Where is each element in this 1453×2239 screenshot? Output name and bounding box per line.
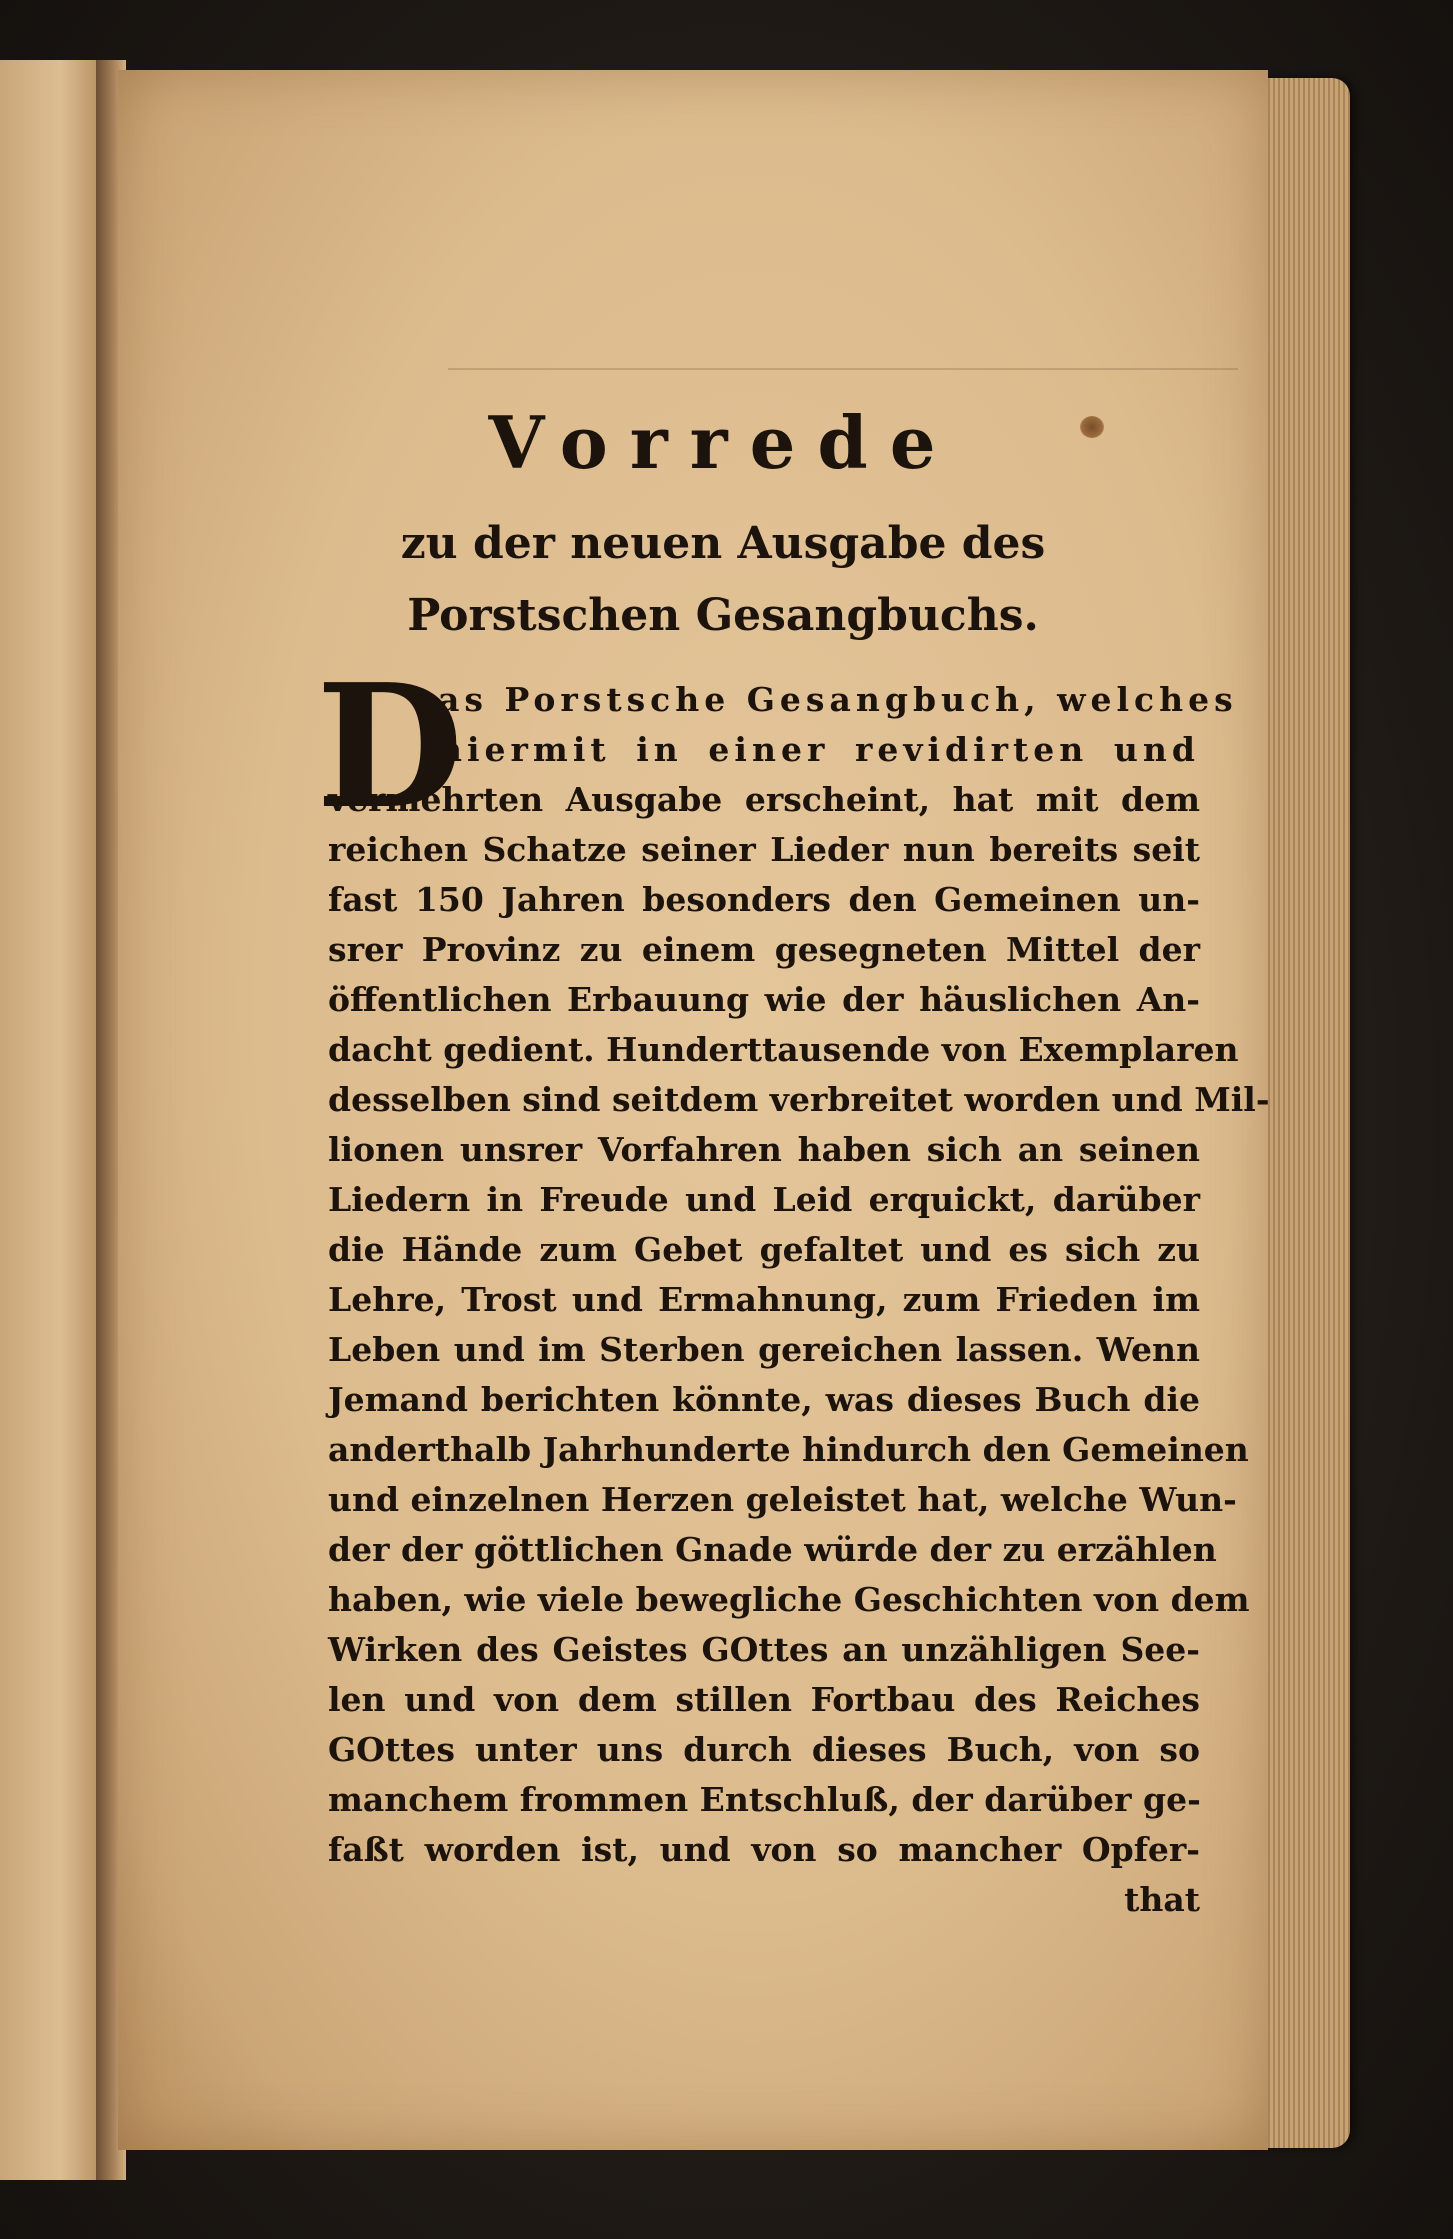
body-line: GOttes unter uns durch dieses Buch, von so — [328, 1730, 1200, 1769]
body-line: der der göttlichen Gnade würde der zu erzählen — [328, 1530, 1217, 1569]
body-line: die Hände zum Gebet gefaltet und es sich zu — [328, 1230, 1200, 1269]
body-line: as Porstsche Gesangbuch, welches — [438, 680, 1238, 719]
body-line: len und von dem stillen Fortbau des Reiches — [328, 1680, 1200, 1719]
body-line: Liedern in Freude und Leid erquickt, darüber — [328, 1180, 1200, 1219]
left-page-edge — [0, 60, 102, 2180]
book-page — [118, 70, 1268, 2150]
body-line: lionen unsrer Vorfahren haben sich an seinen — [328, 1130, 1200, 1169]
body-line: fast 150 Jahren besonders den Gemeinen un- — [328, 880, 1200, 919]
body-line: reichen Schatze seiner Lieder nun bereits seit — [328, 830, 1200, 869]
page-content — [118, 70, 1268, 2150]
body-line: und einzelnen Herzen geleistet hat, welche Wun- — [328, 1480, 1237, 1519]
body-line: haben, wie viele bewegliche Geschichten von dem — [328, 1580, 1250, 1619]
body-line: vermehrten Ausgabe erscheint, hat mit dem — [328, 780, 1200, 819]
body-line: Lehre, Trost und Ermahnung, zum Frieden im — [328, 1280, 1200, 1319]
body-line: Jemand berichten könnte, was dieses Buch die — [328, 1380, 1200, 1419]
catchword: that — [1124, 1880, 1200, 1919]
body-line: hiermit in einer revidirten und — [438, 730, 1200, 769]
body-line: srer Provinz zu einem gesegneten Mittel der — [328, 930, 1200, 969]
subtitle-line-1: zu der neuen Ausgabe des — [400, 518, 1046, 569]
subtitle-line-2: Porstschen Gesangbuchs. — [407, 590, 1039, 641]
body-line: Leben und im Sterben gereichen lassen. Wenn — [328, 1330, 1200, 1369]
page-title: Vorrede — [488, 400, 958, 485]
body-line: anderthalb Jahrhunderte hindurch den Gemeinen — [328, 1430, 1249, 1469]
body-line: manchem frommen Entschluß, der darüber ge- — [328, 1780, 1201, 1819]
body-line: dacht gedient. Hunderttausende von Exemplaren — [328, 1030, 1239, 1069]
body-line: desselben sind seitdem verbreitet worden und Mil- — [328, 1080, 1270, 1119]
body-line: öffentlichen Erbauung wie der häuslichen An- — [328, 980, 1200, 1019]
drop-cap: D — [316, 647, 464, 847]
body-line: faßt worden ist, und von so mancher Opfer- — [328, 1830, 1200, 1869]
body-line: Wirken des Geistes GOttes an unzähligen See- — [328, 1630, 1200, 1669]
